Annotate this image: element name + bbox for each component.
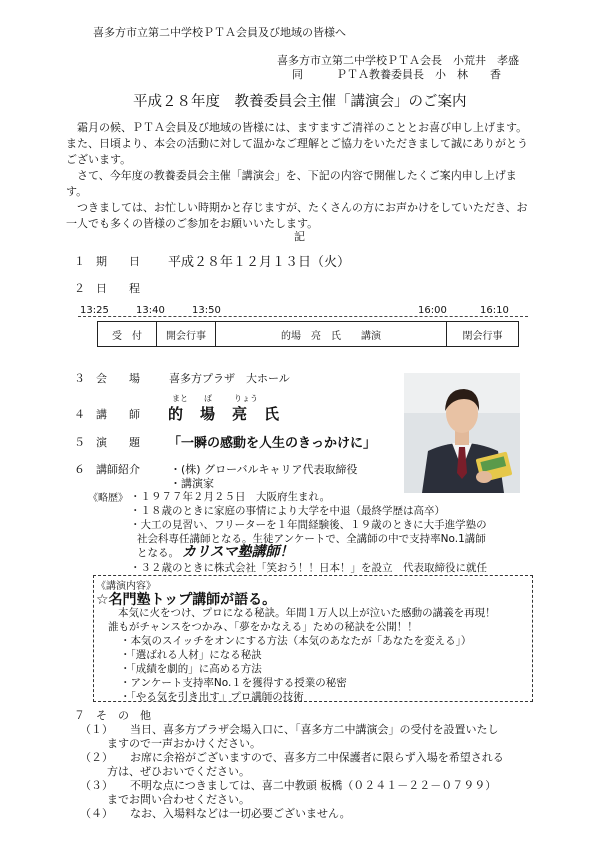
lecturer-ruby-1: まと ば (172, 394, 212, 403)
schedule-cell-lecture: 的場 亮 氏 講演 (216, 322, 447, 347)
other-item-4-line-1: なお、入場料などは一切必要ございません。 (130, 807, 351, 820)
other-item-1-num: （１） (80, 723, 113, 736)
schedule-cell-closing: 閉会行事 (447, 322, 519, 347)
lecture-text-2: 誰もがチャンスをつかみ、「夢をかなえる」ための秘訣を公開！！ (108, 621, 418, 633)
profile-label: 《略歴》 (88, 493, 128, 504)
lecturer-portrait-icon (404, 373, 520, 493)
other-label: ７ そ の 他 (74, 709, 151, 722)
time-1: 13:25 (80, 305, 109, 316)
lecture-bullet-5: ・「やる気を引き出す」プロ講師の技術 (120, 691, 304, 703)
lecture-bullet-2: ・「選ばれる人材」になる秘訣 (120, 649, 262, 661)
lecture-text-1: 本気に火をつけ、プロになる秘訣。年間１万人以上が泣いた感動の講義を再現！ (118, 607, 496, 619)
other-item-2-line-2: 方は、ぜひおいでください。 (107, 765, 250, 778)
sender-committee-chair: 同 ＰＴＡ教養委員長 小 林 香 (292, 68, 501, 81)
lecturer-portrait-photo (404, 373, 520, 493)
other-item-3-line-2: までお問い合わせください。 (107, 793, 250, 806)
addressee: 喜多方市立第二中学校ＰＴＡ会員及び地域の皆様へ (93, 26, 346, 39)
other-item-1-line-1: 当日、喜多方プラザ会場入口に、「喜多方二中講演会」の受付を設置いたし (130, 723, 499, 736)
other-item-4-num: （４） (80, 807, 113, 820)
date-label: １ 期 日 (74, 255, 140, 268)
lecture-bullet-1: ・本気のスイッチをオンにする方法（本気のあなたが「あなたを変える」） (120, 635, 472, 647)
schedule-timeline (78, 316, 528, 317)
lecture-bullet-4: ・アンケート支持率No.１を獲得する授業の秘密 (120, 677, 347, 689)
lecturer-name: 的 場 亮 氏 (168, 405, 281, 423)
charisma-headline: カリスマ塾講師！ (182, 544, 294, 560)
page-title: 平成２８年度 教養委員会主催「講演会」のご案内 (133, 94, 467, 110)
lecture-headline: ☆名門塾トップ講師が語る。 (96, 592, 277, 608)
theme-label: ５ 演 題 (74, 436, 140, 449)
intro-paragraph-2: さて、今年度の教養委員会主催「講演会」を、下記の内容で開催したくご案内申し上げます。 (66, 169, 517, 198)
other-item-2-line-1: お席に余裕がございますので、喜多方二中保護者に限らず入場を希望される (130, 751, 504, 764)
other-item-3-num: （３） (80, 779, 113, 792)
time-2: 13:40 (136, 305, 165, 316)
profile-line-4b: となる。 (137, 547, 179, 559)
intro-paragraph-1: 霜月の候、ＰＴＡ会員及び地域の皆様には、ますますご清祥のこととお喜び申し上げます。また、日頃より、本会の活動に対して温かなご理解とご協力をいただきまして誠にありがとうございます。 (66, 121, 528, 166)
lecture-content-label: 《講演内容》 (96, 581, 156, 592)
profile-line-1: ・１９７７年２月２５日 大阪府生まれ。 (130, 491, 331, 503)
schedule-cell-reception: 受 付 (98, 322, 157, 347)
ki-heading: 記 (294, 230, 305, 243)
venue-value: 喜多方プラザ 大ホール (169, 372, 290, 385)
time-4: 16:00 (418, 305, 447, 316)
time-5: 16:10 (480, 305, 509, 316)
other-item-2-num: （２） (80, 751, 113, 764)
other-item-3-line-1: 不明な点につきましては、喜二中教頭 板橋（０２４１－２２－０７９９） (130, 779, 497, 792)
profile-line-4: 社会科専任講師となる。生徒アンケートで、全講師の中で支持率No.1講師 (137, 533, 486, 545)
lecturer-label: ４ 講 師 (74, 408, 140, 421)
other-item-1-line-2: ますので一声おかけください。 (107, 737, 261, 750)
profile-line-3: ・大工の見習い、フリーターを１年間経験後、１９歳のときに大手進学塾の (130, 519, 487, 531)
time-3: 13:50 (192, 305, 221, 316)
lecturer-intro-label: ６ 講師紹介 (74, 463, 140, 476)
intro-paragraph-3: つきましては、お忙しい時期かと存じますが、たくさんの方にお声かけをしていただき、お一人でも多くの皆様のご参加をお願いいたします。 (66, 201, 528, 230)
lecturer-ruby-2: りょう (234, 394, 258, 403)
profile-line-5: ・３２歳のときに株式会社「笑おう！！日本！」を設立 代表取締役に就任 (130, 562, 487, 574)
lecturer-role: ・講演家 (170, 477, 214, 490)
date-value: 平成２８年１２月１３日（火） (168, 255, 351, 270)
profile-line-2: ・１８歳のときに家庭の事情により大学を中退（最終学歴は高卒） (130, 505, 445, 517)
schedule-cell-opening: 開会行事 (157, 322, 216, 347)
theme-value: 「一瞬の感動を人生のきっかけに」 (168, 436, 377, 451)
lecturer-title: ・(株) グローバルキャリア代表取締役 (170, 463, 358, 476)
schedule-label: ２ 日 程 (74, 282, 140, 295)
lecture-bullet-3: ・「成績を劇的」に高める方法 (120, 663, 262, 675)
venue-label: ３ 会 場 (74, 372, 140, 385)
sender-pta-president: 喜多方市立第二中学校ＰＴＡ会長 小荒井 孝盛 (277, 54, 519, 67)
schedule-table (97, 321, 519, 347)
